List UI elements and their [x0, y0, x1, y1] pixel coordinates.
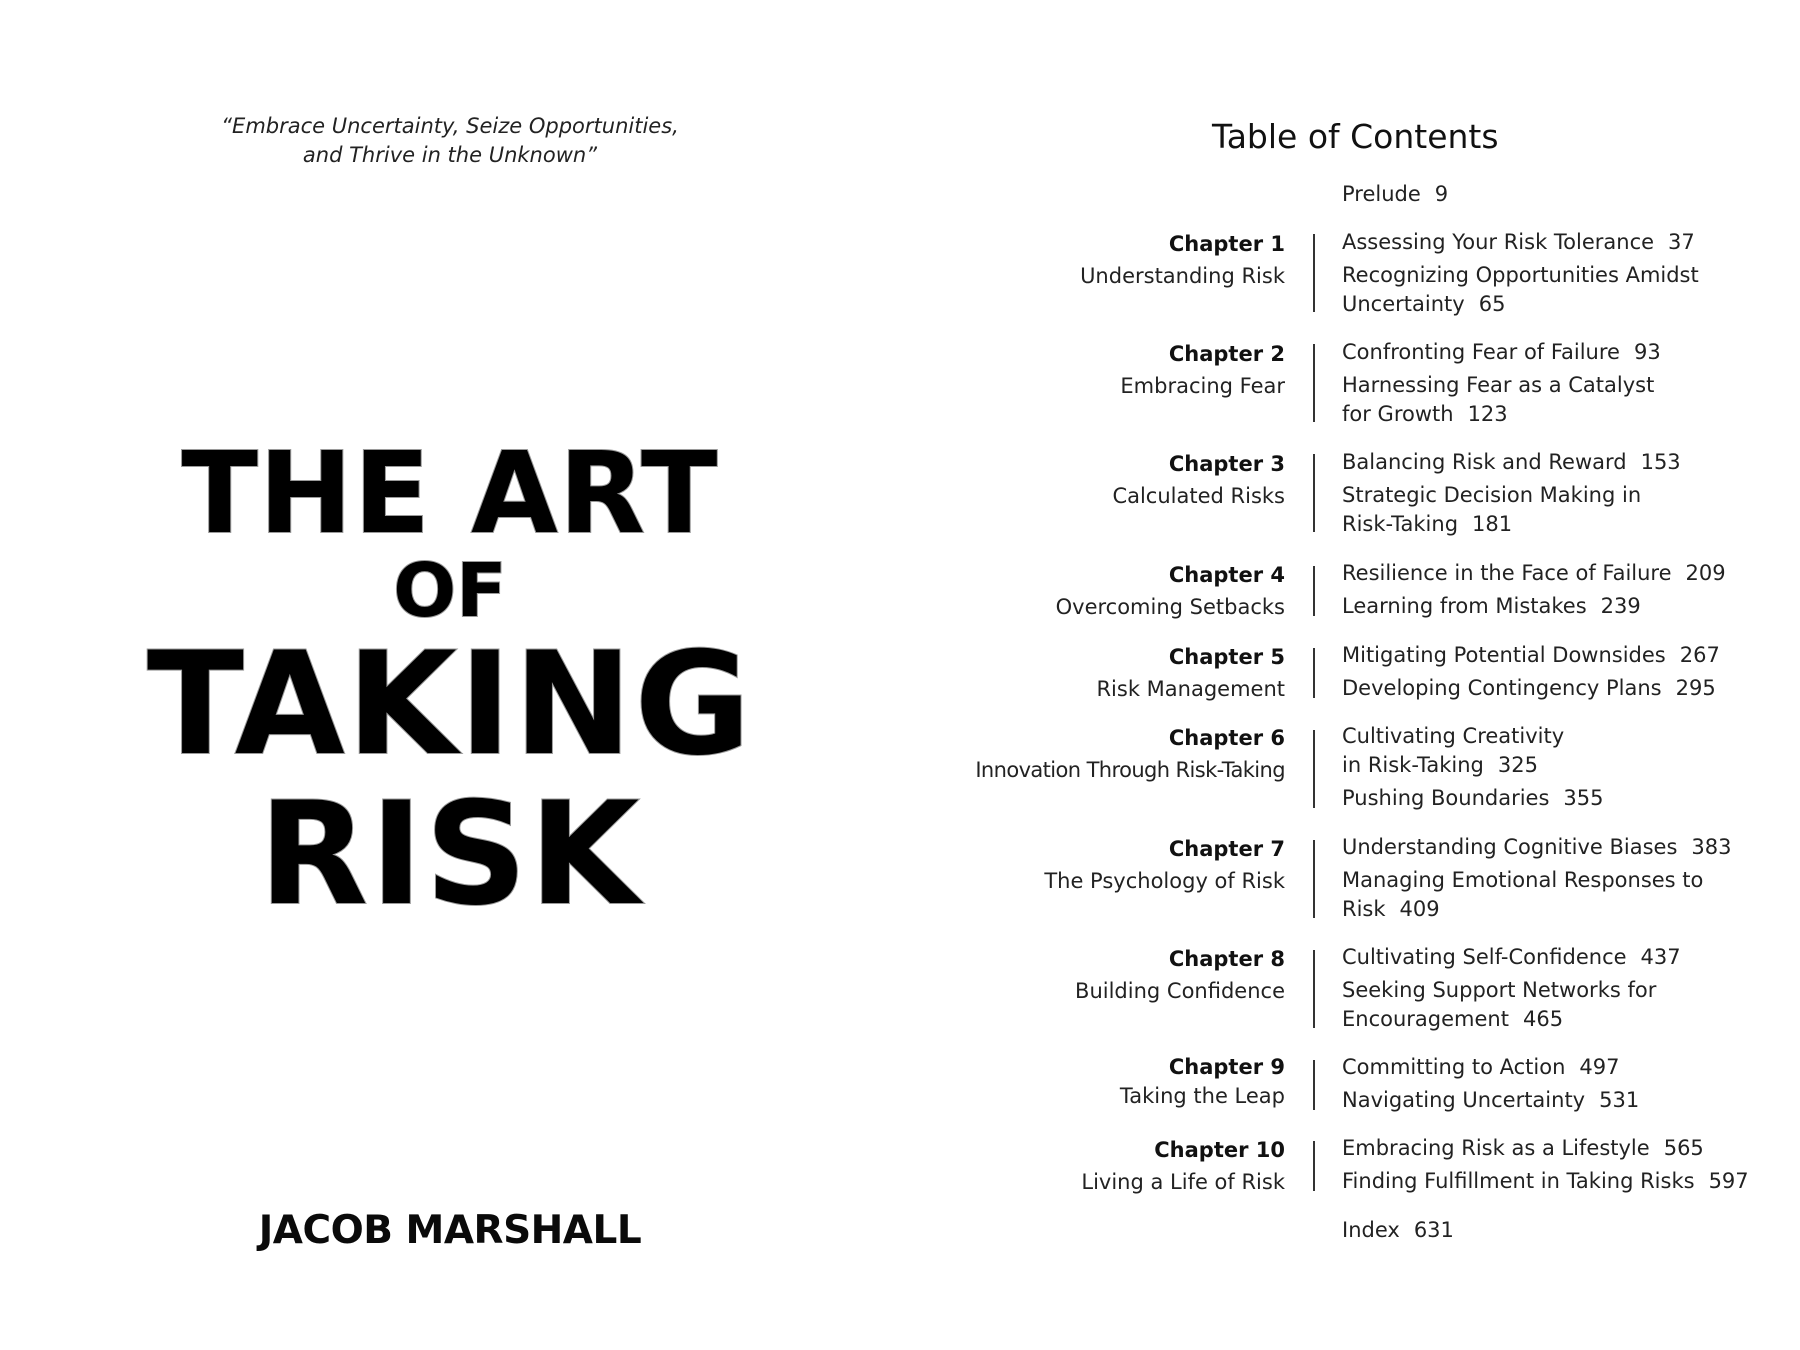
chapter-name: Understanding Risk — [1080, 264, 1285, 288]
toc-section[interactable] — [1342, 559, 1782, 588]
entry-title: Prelude — [1342, 182, 1421, 206]
chapter-divider — [1313, 730, 1315, 808]
page-number: 65 — [1478, 292, 1506, 316]
page-number: 565 — [1663, 1136, 1704, 1160]
page-number: 181 — [1472, 512, 1513, 536]
chapter-sections — [1342, 1134, 1782, 1200]
chapter-sections — [1342, 228, 1782, 323]
chapter-sections — [1342, 943, 1782, 1038]
page-number: 267 — [1679, 643, 1720, 667]
chapter-divider — [1313, 1060, 1315, 1110]
section-title: Developing Contingency Plans — [1342, 676, 1662, 700]
page-number: 531 — [1599, 1088, 1640, 1112]
section-title: Cultivating Creativity in Risk-Taking — [1342, 724, 1565, 777]
toc-index[interactable] — [1342, 1216, 1454, 1245]
section-title: Navigating Uncertainty — [1342, 1088, 1586, 1112]
chapter-label: Chapter 2 — [1168, 342, 1285, 366]
toc-section[interactable] — [1342, 1134, 1782, 1163]
toc-section[interactable] — [1342, 976, 1672, 1034]
chapter-label: Chapter 10 — [1154, 1138, 1285, 1162]
book-title-line: RISK — [258, 772, 642, 937]
page-number: 325 — [1497, 753, 1538, 777]
page-number: 383 — [1691, 835, 1732, 859]
chapter-label: Chapter 7 — [1168, 837, 1285, 861]
chapter-sections — [1342, 448, 1782, 543]
toc-section[interactable] — [1342, 1167, 1782, 1196]
section-title: Resilience in the Face of Failure — [1342, 561, 1672, 585]
section-title: Committing to Action — [1342, 1055, 1566, 1079]
chapter-label: Chapter 1 — [1168, 232, 1285, 256]
chapter-label: Chapter 9 — [1168, 1055, 1285, 1079]
book-title-line: TAKING — [146, 622, 753, 787]
page-number: 465 — [1522, 1007, 1564, 1031]
chapter-name: The Psychology of Risk — [1044, 869, 1285, 893]
toc-section[interactable] — [1342, 1053, 1782, 1082]
toc-heading: Table of Contents — [1212, 117, 1499, 156]
toc-section[interactable] — [1342, 338, 1782, 367]
page-number: 9 — [1434, 182, 1449, 206]
chapter-name: Taking the Leap — [1119, 1084, 1285, 1108]
tagline-line: and Thrive in the Unknown” — [302, 143, 598, 167]
tagline — [0, 112, 900, 170]
section-title: Strategic Decision Making in Risk-Taking — [1342, 483, 1642, 536]
toc-section[interactable] — [1342, 674, 1782, 703]
entry-title: Index — [1342, 1218, 1400, 1242]
toc-section[interactable] — [1342, 722, 1582, 780]
toc-section[interactable] — [1342, 481, 1642, 539]
section-title: Recognizing Opportunities Amidst Uncertainty — [1342, 263, 1699, 316]
chapter-name: Building Confidence — [1075, 979, 1285, 1003]
page-number: 295 — [1675, 676, 1716, 700]
chapter-name: Overcoming Setbacks — [1055, 595, 1285, 619]
section-title: Managing Emotional Responses to Risk — [1342, 868, 1704, 921]
toc-section[interactable] — [1342, 833, 1782, 862]
toc-section[interactable] — [1342, 448, 1782, 477]
chapter-sections — [1342, 833, 1782, 928]
section-title: Learning from Mistakes — [1342, 594, 1587, 618]
page-number: 355 — [1563, 786, 1604, 810]
section-title: Finding Fulfillment in Taking Risks — [1342, 1169, 1695, 1193]
page-number: 631 — [1413, 1218, 1454, 1242]
chapter-label: Chapter 3 — [1168, 452, 1285, 476]
page-number: 597 — [1708, 1169, 1749, 1193]
chapter-divider — [1313, 566, 1315, 616]
page-number: 37 — [1668, 230, 1695, 254]
chapter-divider — [1313, 1141, 1315, 1191]
chapter-label: Chapter 8 — [1168, 947, 1285, 971]
book-title-line: THE ART — [181, 429, 719, 559]
section-title: Mitigating Potential Downsides — [1342, 643, 1666, 667]
chapter-divider — [1313, 950, 1315, 1028]
book-title-line: OF — [393, 548, 507, 634]
chapter-sections — [1342, 559, 1782, 625]
toc-section[interactable] — [1342, 1086, 1782, 1115]
chapter-divider — [1313, 840, 1315, 918]
toc-section[interactable] — [1342, 784, 1782, 813]
chapter-sections — [1342, 1053, 1782, 1119]
section-title: Balancing Risk and Reward — [1342, 450, 1627, 474]
page-number: 437 — [1640, 945, 1681, 969]
page-number: 497 — [1579, 1055, 1620, 1079]
section-title: Cultivating Self-Confidence — [1342, 945, 1627, 969]
page-number: 93 — [1633, 340, 1661, 364]
section-title: Pushing Boundaries — [1342, 786, 1550, 810]
toc-section[interactable] — [1342, 943, 1782, 972]
toc-prelude[interactable] — [1342, 180, 1448, 209]
toc-section[interactable] — [1342, 866, 1712, 924]
toc-section[interactable] — [1342, 228, 1782, 257]
section-title: Confronting Fear of Failure — [1342, 340, 1620, 364]
chapter-sections — [1342, 722, 1782, 817]
toc-section[interactable] — [1342, 641, 1782, 670]
toc-section[interactable] — [1342, 592, 1782, 621]
section-title: Understanding Cognitive Biases — [1342, 835, 1678, 859]
section-title: Seeking Support Networks for Encouragement — [1342, 978, 1657, 1031]
chapter-divider — [1313, 234, 1315, 312]
chapter-divider — [1313, 454, 1315, 532]
chapter-sections — [1342, 338, 1782, 433]
chapter-divider — [1313, 344, 1315, 422]
tagline-line: “Embrace Uncertainty, Seize Opportunities, — [221, 114, 679, 138]
chapter-divider — [1313, 648, 1315, 698]
page-number: 409 — [1399, 897, 1440, 921]
chapter-label: Chapter 4 — [1168, 563, 1285, 587]
chapter-name: Embracing Fear — [1120, 374, 1285, 398]
toc-section[interactable] — [1342, 371, 1672, 429]
page-number: 239 — [1600, 594, 1641, 618]
chapter-label: Chapter 6 — [1168, 726, 1285, 750]
section-title: Embracing Risk as a Lifestyle — [1342, 1136, 1650, 1160]
author-name: JACOB MARSHALL — [258, 1208, 642, 1253]
chapter-name: Calculated Risks — [1112, 484, 1285, 508]
chapter-sections — [1342, 641, 1782, 707]
section-title: Harnessing Fear as a Catalyst for Growth — [1342, 373, 1655, 426]
page-number: 209 — [1685, 561, 1726, 585]
chapter-name: Risk Management — [1096, 677, 1285, 701]
page-number: 123 — [1467, 402, 1508, 426]
toc-section[interactable] — [1342, 261, 1722, 319]
page-number: 153 — [1640, 450, 1681, 474]
chapter-name: Living a Life of Risk — [1081, 1170, 1285, 1194]
section-title: Assessing Your Risk Tolerance — [1342, 230, 1655, 254]
chapter-name: Innovation Through Risk-Taking — [975, 758, 1285, 782]
chapter-label: Chapter 5 — [1168, 645, 1285, 669]
